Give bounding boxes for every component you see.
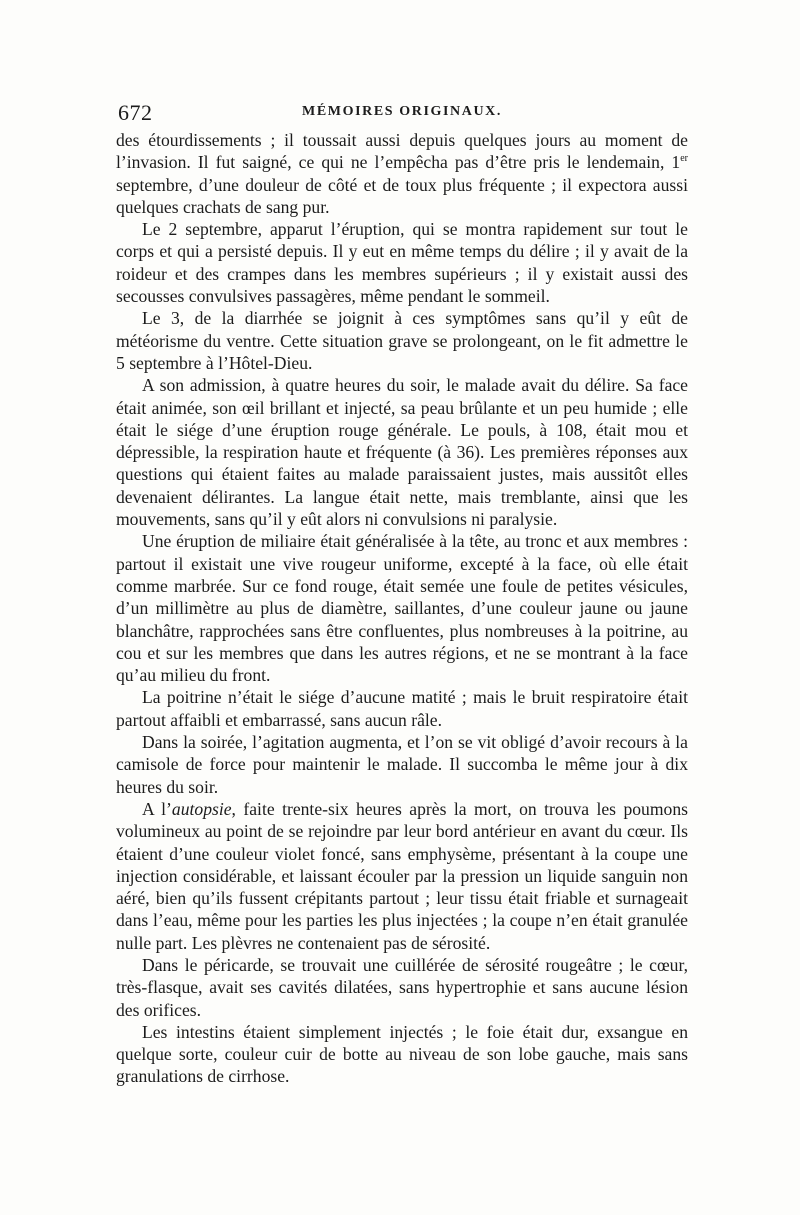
- paragraph-3: Le 3, de la diarrhée se joignit à ces symptômes sans qu’il y eût de météorisme du ventre. Cette situation grave se prolongeant, on le fit admettre le 5 septembre à l’Hôtel-Dieu.: [116, 308, 688, 373]
- paragraph-6: La poitrine n’était le siége d’aucune matité ; mais le bruit respiratoire était partout affaibli et embarrassé, sans aucun râle.: [116, 687, 688, 730]
- date-ordinal: er: [680, 153, 688, 165]
- paragraph-1-rest: septembre, d’une douleur de côté et de toux plus fréquente ; il expectora aussi quelques crachats de sang pur.: [116, 174, 688, 217]
- paragraph-4: A son admission, à quatre heures du soir, le malade avait du délire. Sa face était animée, son œil brillant et injecté, sa peau brûlante et un peu humide ; elle était le siége d’une éruption rouge générale. Le pouls, à 108, était mou et dépressible, la respiration haute et fréquente (à 36). Les premières réponses aux questions qui étaient faites au malade paraissaient justes, mais aussitôt elles devenaient délirantes. La langue était nette, mais tremblante, ainsi que les mouvements, sans qu’il y eût alors ni convulsions ni paralysie.: [116, 375, 688, 530]
- paragraph-9: Dans le péricarde, se trouvait une cuillérée de sérosité rougeâtre ; le cœur, très-flasque, avait ses cavités dilatées, sans hypertrophie et sans aucune lésion des orifices.: [116, 954, 688, 1020]
- paragraph-8: [116, 798, 688, 954]
- paragraph-2: Le 2 septembre, apparut l’éruption, qui se montra rapidement sur tout le corps et qui a persisté depuis. Il y eut en même temps du délire ; il y avait de la roideur et des crampes dans les membres supérieurs ; il y existait aussi des secousses convulsives passagères, même pendant le sommeil.: [116, 219, 688, 307]
- paragraph-7: Dans la soirée, l’agitation augmenta, et l’on se vit obligé d’avoir recours à la camisole de force pour maintenir le malade. Il succomba le même jour à dix heures du soir.: [116, 732, 688, 797]
- page-number: 672: [118, 100, 153, 125]
- autopsie-italic: autopsie: [171, 798, 232, 819]
- paragraph-1: [116, 129, 688, 218]
- paragraph-8-lead: A l’: [142, 798, 172, 819]
- paragraph-1-text: des étourdissements ; il toussait aussi depuis quelques jours au moment de l’invasion. Il fut saigné, ce qui ne l’empêcha pas d’être pris le lendemain,: [116, 130, 688, 173]
- running-head: MÉMOIRES ORIGINAUX.: [302, 104, 502, 119]
- paragraph-5: Une éruption de miliaire était généralisée à la tête, au tronc et aux membres : partout il existait une vive rougeur uniforme, excepté à la face, où elle était comme marbrée. Sur ce fond rouge, était semée une foule de petites vésicules, d’un millimètre au plus de diamètre, saillantes, d’une couleur jaune ou jaune blanchâtre, rapprochées sans être confluentes, plus nombreuses à la poitrine, au cou et sur les membres que dans les autres régions, et ne se montrant à la face qu’au milieu du front.: [116, 531, 688, 686]
- paragraph-10: Les intestins étaient simplement injectés ; le foie était dur, exsangue en quelque sorte, couleur cuir de botte au niveau de son lobe gauche, mais sans granulations de cirrhose.: [116, 1021, 688, 1087]
- date-number: 1: [671, 152, 681, 173]
- paragraph-8-rest: , faite trente-six heures après la mort, on trouva les poumons volumineux au point de se rejoindre par leur bord antérieur en avant du cœur. Ils étaient d’une couleur violet foncé, sans emphysème, présentant à la coupe une injection considérable, et laissant écouler par la pression un liquide sanguin non aéré, bien qu’ils fussent crépitants partout ; leur tissu était friable et surnageait dans l’eau, même pour les parties les plus injectées ; la coupe n’en était granulée nulle part. Les plèvres ne contenaient pas de sérosité.: [116, 798, 688, 953]
- page-body: [116, 129, 688, 1088]
- page-header: [118, 100, 686, 126]
